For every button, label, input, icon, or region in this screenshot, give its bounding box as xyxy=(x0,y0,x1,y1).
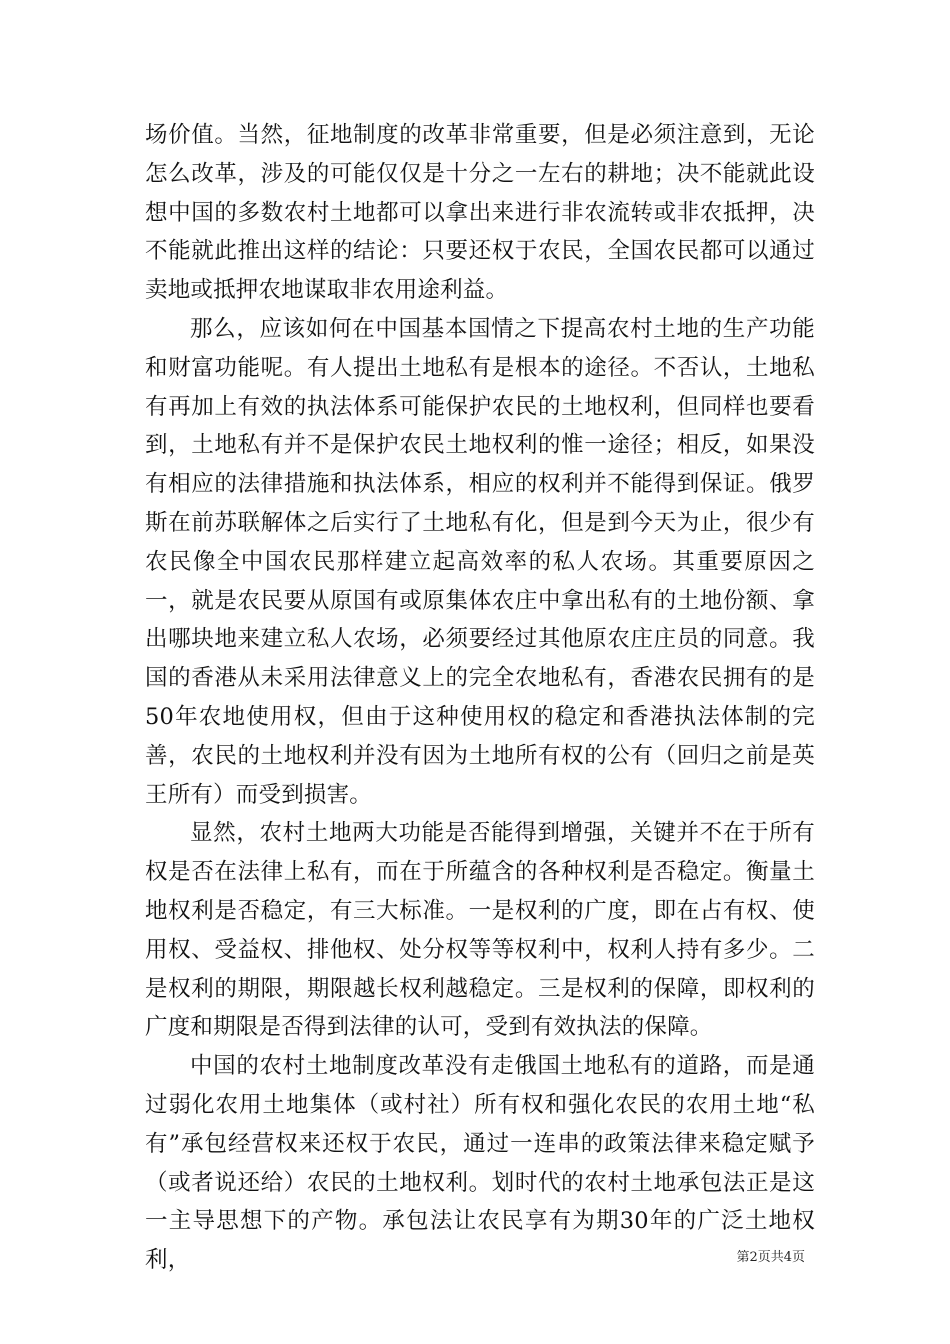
paragraph-3: 显然，农村土地两大功能是否能得到增强，关键并不在于所有权是否在法律上私有，而在于所蕴含的各种权利是否稳定。衡量土地权利是否稳定，有三大标准。一是权利的广度，即在占有权、使用权、受益权、排他权、处分权等等权利中，权利人持有多少。二是权利的期限，期限越长权利越稳定。三是权利的保障，即权利的广度和期限是否得到法律的认可，受到有效执法的保障。 xyxy=(145,820,815,1041)
paragraph-4: 中国的农村土地制度改革没有走俄国土地私有的道路，而是通过弱化农用土地集体（或村社）所有权和强化农民的农用土地“私有”承包经营权来还权于农民，通过一连串的政策法律来稳定赋予（或者说还给）农民的土地权利。划时代的农村土地承包法正是这一主导思想下的产物。承包法让农民享有为期30年的广泛土地权利， xyxy=(145,1053,815,1274)
paragraph-2: 那么，应该如何在中国基本国情之下提高农村土地的生产功能和财富功能呢。有人提出土地私有是根本的途径。不否认，土地私有再加上有效的执法体系可能保护农民的土地权利，但同样也要看到，土地私有并不是保护农民土地权利的惟一途径；相反，如果没有相应的法律措施和执法体系，相应的权利并不能得到保证。俄罗斯在前苏联解体之后实行了土地私有化，但是到今天为止，很少有农民像全中国农民那样建立起高效率的私人农场。其重要原因之一，就是农民要从原国有或原集体农庄中拿出私有的土地份额、拿出哪块地来建立私人农场，必须要经过其他原农庄庄员的同意。我国的香港从未采用法律意义上的完全农地私有，香港农民拥有的是50年农地使用权，但由于这种使用权的稳定和香港执法体制的完善，农民的土地权利并没有因为土地所有权的公有（回归之前是英王所有）而受到损害。 xyxy=(145,315,815,808)
paragraph-1: 场价值。当然，征地制度的改革非常重要，但是必须注意到，无论怎么改革，涉及的可能仅仅是十分之一左右的耕地；决不能就此设想中国的多数农村土地都可以拿出来进行非农流转或非农抵押，决不能就此推出这样的结论：只要还权于农民，全国农民都可以通过卖地或抵押农地谋取非农用途利益。 xyxy=(145,122,815,304)
page-number: 第2页共4页 xyxy=(736,1250,805,1265)
document-body xyxy=(145,116,815,1280)
